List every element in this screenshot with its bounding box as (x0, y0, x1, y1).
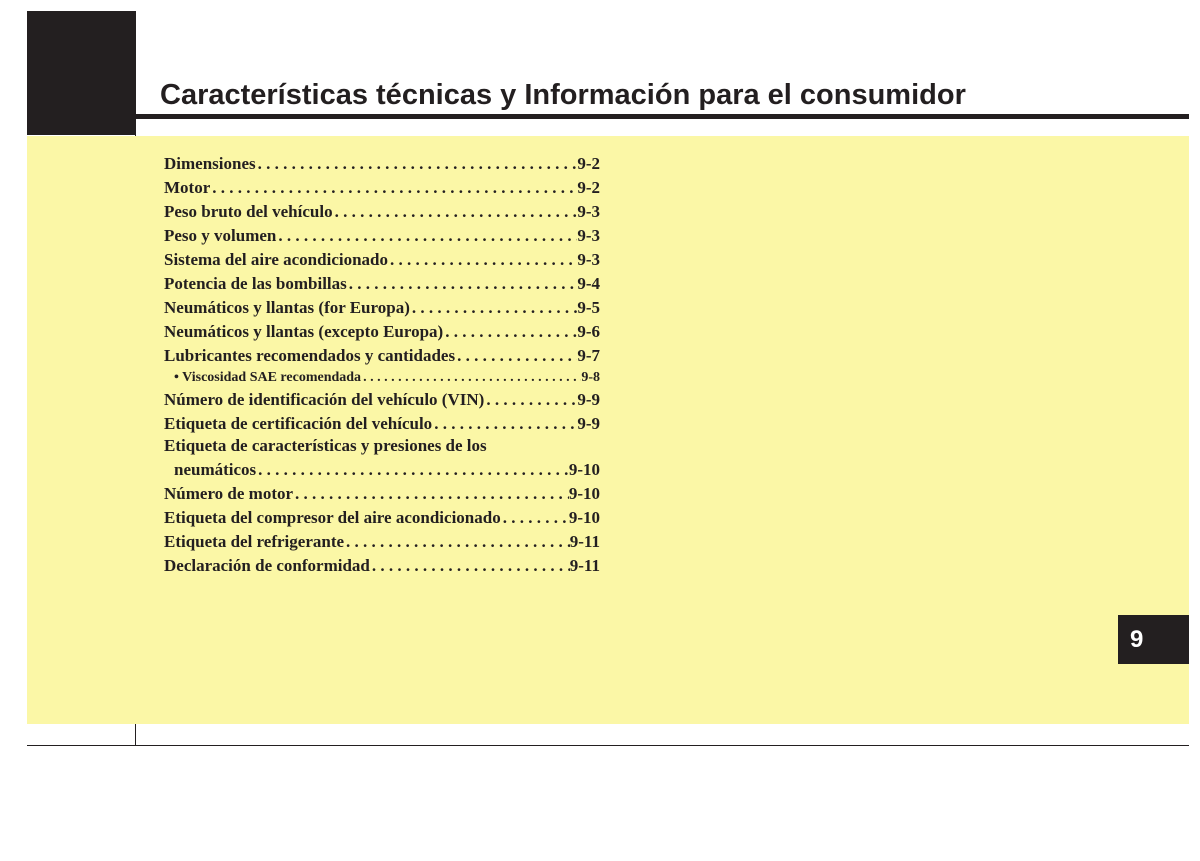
toc-leader (210, 176, 577, 200)
chapter-tab[interactable] (1118, 615, 1189, 664)
toc-entry-label: Etiqueta de certificación del vehículo (164, 414, 433, 433)
toc-leader (443, 320, 577, 344)
toc-entry-page: 9-3 (577, 202, 600, 221)
toc-entry-refrigerante[interactable] (164, 530, 600, 554)
toc-entry-label: Lubricantes recomendados y cantidades (164, 346, 456, 365)
toc-entry-motor[interactable] (164, 176, 600, 200)
toc-leader (484, 388, 577, 412)
toc-entry-vin[interactable] (164, 388, 600, 412)
toc-entry-peso-bruto[interactable] (164, 200, 600, 224)
toc-leader (501, 506, 569, 530)
toc-entry-label: Número de identificación del vehículo (VIN) (164, 390, 485, 409)
chapter-number: 9 (1130, 625, 1144, 653)
toc-entry-label: Número de motor (164, 484, 294, 503)
toc-entry-label: Sistema del aire acondicionado (164, 250, 388, 269)
toc-entry-page: 9-10 (568, 484, 600, 503)
toc-entry-page: 9-10 (568, 460, 600, 479)
toc-leader (256, 152, 578, 176)
header-black-block (27, 11, 136, 135)
toc-entry-presiones-line1[interactable] (164, 436, 600, 458)
toc-leader (344, 530, 570, 554)
toc-entry-label: Dimensiones (164, 154, 256, 173)
toc-leader (276, 224, 577, 248)
toc-entry-page: 9-4 (577, 274, 600, 293)
toc-entry-label: Declaración de conformidad (164, 556, 370, 575)
toc-entry-label: Etiqueta del refrigerante (164, 532, 345, 551)
toc-entry-page: 9-9 (577, 390, 600, 409)
toc-leader (388, 248, 577, 272)
toc-entry-peso-volumen[interactable] (164, 224, 600, 248)
title-underline (136, 114, 1189, 119)
toc-leader (293, 482, 569, 506)
toc-entry-neumaticos-excepto-europa[interactable] (164, 320, 600, 344)
toc-entry-page: 9-11 (569, 532, 600, 551)
toc-entry-page: 9-5 (577, 298, 600, 317)
toc-leader (370, 554, 570, 578)
toc-leader (432, 412, 577, 436)
toc-entry-page: 9-2 (577, 154, 600, 173)
toc-entry-label: • Viscosidad SAE recomendada (174, 370, 362, 385)
toc-entry-dimensiones[interactable] (164, 152, 600, 176)
toc-leader (256, 458, 569, 482)
toc-entry-certificacion[interactable] (164, 412, 600, 436)
toc-subentry-viscosidad[interactable] (164, 368, 600, 388)
toc-entry-label: Etiqueta del compresor del aire acondicionado (164, 508, 501, 527)
toc-entry-page: 9-3 (577, 250, 600, 269)
toc-entry-label: Neumáticos y llantas (for Europa) (164, 298, 410, 317)
page-title: Características técnicas y Información para el consumidor (160, 79, 966, 111)
toc-leader (455, 344, 577, 368)
toc-entry-label: Potencia de las bombillas (164, 274, 347, 293)
toc-leader (347, 272, 578, 296)
toc-leader (410, 296, 577, 320)
toc-entry-label: Neumáticos y llantas (excepto Europa) (164, 322, 444, 341)
toc-leader (361, 368, 581, 388)
toc-entry-page: 9-10 (568, 508, 600, 527)
toc-entry-page: 9-8 (581, 370, 600, 385)
toc-entry-lubricantes[interactable] (164, 344, 600, 368)
table-of-contents (164, 152, 600, 578)
toc-entry-presiones-line2[interactable] (164, 458, 600, 482)
toc-entry-compresor[interactable] (164, 506, 600, 530)
toc-entry-neumaticos-europa[interactable] (164, 296, 600, 320)
toc-leader (333, 200, 578, 224)
toc-entry-conformidad[interactable] (164, 554, 600, 578)
toc-entry-page: 9-11 (569, 556, 600, 575)
toc-entry-page: 9-2 (577, 178, 600, 197)
toc-entry-page: 9-7 (577, 346, 600, 365)
toc-entry-page: 9-3 (577, 226, 600, 245)
toc-entry-label: Peso y volumen (164, 226, 277, 245)
toc-entry-numero-motor[interactable] (164, 482, 600, 506)
toc-entry-label-continued: neumáticos (174, 460, 257, 479)
toc-entry-page: 9-9 (577, 414, 600, 433)
toc-entry-bombillas[interactable] (164, 272, 600, 296)
toc-entry-label: Peso bruto del vehículo (164, 202, 333, 221)
toc-entry-label: Etiqueta de características y presiones de los (164, 436, 487, 455)
toc-entry-aire-acondicionado[interactable] (164, 248, 600, 272)
toc-entry-page: 9-6 (577, 322, 600, 341)
toc-entry-label: Motor (164, 178, 211, 197)
bottom-rule (27, 745, 1189, 746)
